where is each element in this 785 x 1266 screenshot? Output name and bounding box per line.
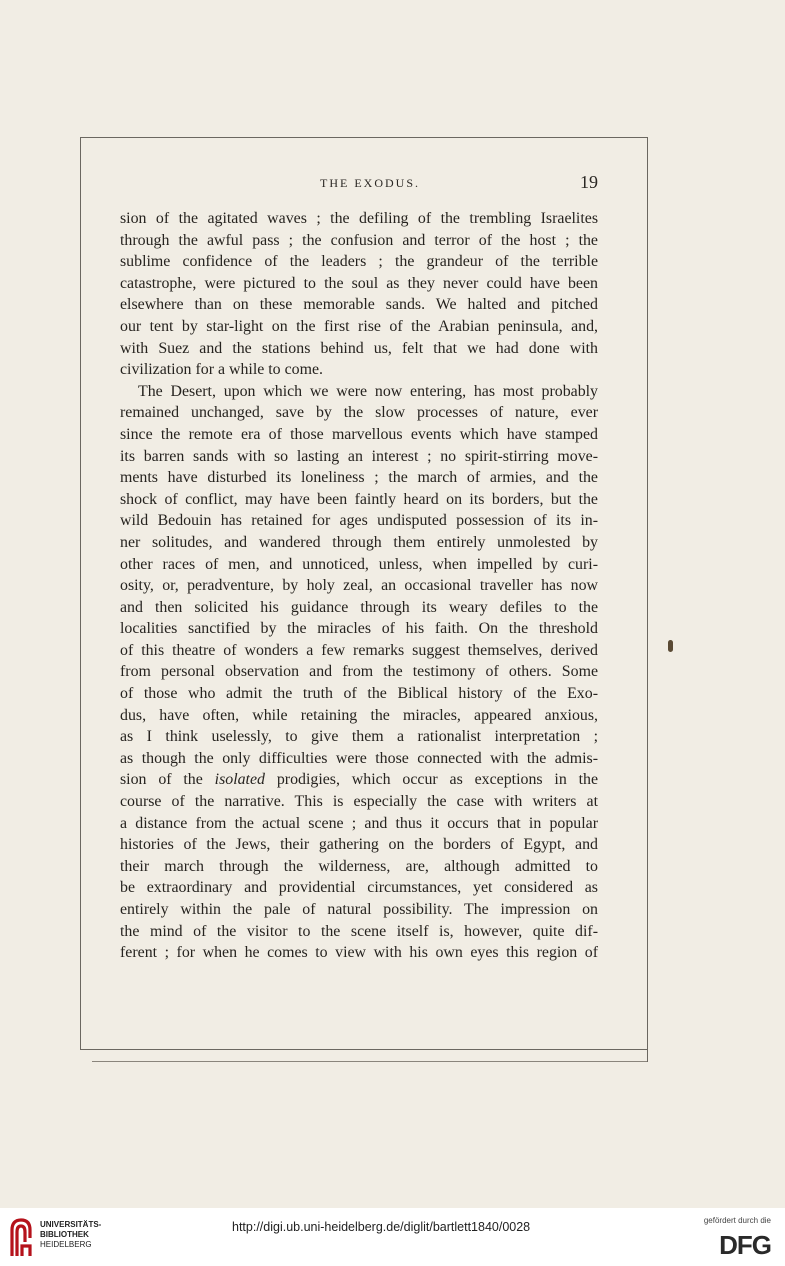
university-library-logo-icon[interactable] <box>8 1216 34 1258</box>
running-title: THE EXODUS. <box>320 176 420 190</box>
text-line: of this theatre of wonders a few remarks suggest themselves, derived <box>120 641 598 659</box>
text-line: sublime confidence of the leaders ; the grandeur of the terrible <box>120 253 598 271</box>
text-line-with-italic <box>120 769 598 791</box>
ink-blot <box>668 640 673 652</box>
funded-by-label: gefördert durch die <box>703 1216 771 1225</box>
text-line: of those who admit the truth of the Biblical history of the Exo- <box>120 685 598 703</box>
text-line: from personal observation and from the testimony of others. Some <box>120 663 598 681</box>
text-line: other races of men, and unnoticed, unless, when impelled by curi- <box>120 555 598 573</box>
library-name-line: HEIDELBERG <box>40 1240 92 1249</box>
text-fragment: prodigies, which occur as exceptions in the <box>276 771 598 789</box>
text-line: remained unchanged, save by the slow processes of nature, ever <box>120 404 598 422</box>
text-line: civilization for a while to come. <box>120 361 323 379</box>
text-line: sion of the agitated waves ; the defiling of the trembling Israelites <box>120 210 598 227</box>
text-line: with Suez and the stations behind us, felt that we had done with <box>120 339 598 357</box>
dfg-logo[interactable]: DFG <box>719 1230 771 1260</box>
text-line: entirely within the pale of natural possibility. The impression on <box>120 901 598 918</box>
plate-mark-left <box>80 137 81 1049</box>
text-line: wild Bedouin has retained for ages undisputed possession of its in- <box>120 512 598 530</box>
text-line: the mind of the visitor to the scene itself is, however, quite dif- <box>120 922 598 940</box>
text-line: dus, have often, while retaining the miracles, appeared anxious, <box>120 706 598 724</box>
text-line: shock of conflict, may have been faintly heard on its borders, but the <box>120 490 598 508</box>
text-line: ferent ; for when he comes to view with his own eyes this region of <box>120 944 598 962</box>
plate-mark-bottom-outer <box>92 1061 647 1062</box>
plate-mark-right <box>647 137 648 1062</box>
running-head <box>120 172 600 196</box>
text-fragment: sion of the <box>120 771 203 789</box>
permalink-url[interactable]: http://digi.ub.uni-heidelberg.de/diglit/bartlett1840/0028 <box>232 1220 531 1234</box>
library-name-line: BIBLIOTHEK <box>40 1230 89 1239</box>
plate-mark-bottom <box>80 1049 648 1050</box>
text-line: their march through the wilderness, are, although admitted to <box>120 857 598 875</box>
text-line: as I think uselessly, to give them a rationalist interpretation ; <box>120 728 598 746</box>
text-line: elsewhere than on these memorable sands. We halted and pitched <box>120 296 598 314</box>
text-line: through the awful pass ; the confusion and terror of the host ; the <box>120 231 598 249</box>
text-line: ner solitudes, and wandered through them entirely unmolested by <box>120 533 598 551</box>
text-line: course of the narrative. This is especially the case with writers at <box>120 793 598 811</box>
text-line: The Desert, upon which we were now entering, has most probably <box>138 382 598 400</box>
text-line: localities sanctified by the miracles of his faith. On the threshold <box>120 620 598 638</box>
text-line: and then solicited his guidance through its weary defiles to the <box>120 598 598 616</box>
italic-word: isolated <box>214 771 265 789</box>
text-line: histories of the Jews, their gathering on the borders of Egypt, and <box>120 836 598 854</box>
text-line: since the remote era of those marvellous events which have stamped <box>120 425 598 443</box>
text-line: be extraordinary and providential circumstances, yet considered as <box>120 879 598 897</box>
page-number: 19 <box>580 172 598 192</box>
text-line: its barren sands with so lasting an interest ; no spirit-stirring move- <box>120 447 598 465</box>
viewer-footer <box>0 1208 785 1266</box>
body-text <box>120 208 598 964</box>
plate-mark-top <box>80 137 648 138</box>
text-line: our tent by star-light on the first rise of the Arabian peninsula, and, <box>120 317 598 335</box>
text-line: osity, or, peradventure, by holy zeal, an occasional traveller has now <box>120 577 598 595</box>
library-name <box>40 1220 101 1250</box>
text-line: as though the only difficulties were those connected with the admis- <box>120 749 598 767</box>
text-line: ments have disturbed its loneliness ; the march of armies, and the <box>120 469 598 487</box>
text-line: a distance from the actual scene ; and thus it occurs that in popular <box>120 814 598 832</box>
text-line: catastrophe, were pictured to the soul as they never could have been <box>120 274 598 292</box>
library-name-line: UNIVERSITÄTS- <box>40 1220 102 1229</box>
